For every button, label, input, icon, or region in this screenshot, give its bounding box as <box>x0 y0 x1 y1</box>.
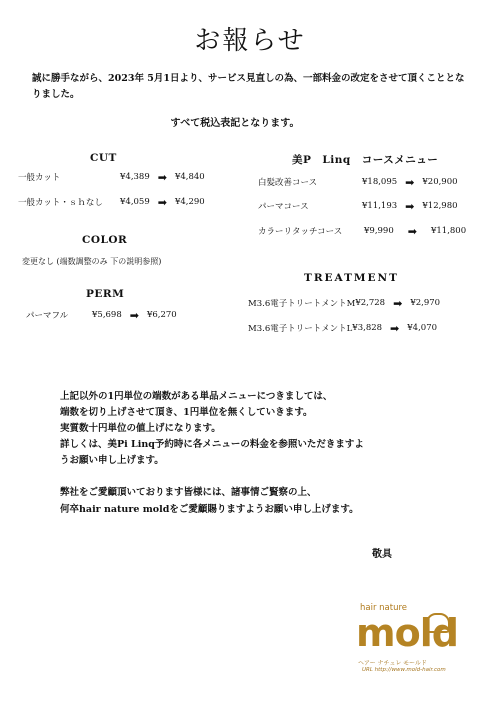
price-row <box>258 199 458 213</box>
logo-tagline: hair nature <box>360 603 408 613</box>
logo-kana: ヘアー ナチュレ モールド <box>358 660 427 667</box>
menu-name: カラーリタッチコース <box>258 227 343 237</box>
right-arrow-icon: ➡ <box>157 195 167 209</box>
old-price: ¥2,728 <box>355 298 386 308</box>
new-price: ¥11,800 <box>430 226 467 236</box>
mold-logo <box>356 603 476 683</box>
right-arrow-icon: ➡ <box>157 170 167 184</box>
text-line: うお願い申し上げます。 <box>60 455 164 466</box>
menu-name: 白髪改善コース <box>258 178 318 188</box>
text-line: 弊社をご愛顧頂いております皆様には、諸事情ご賢察の上、 <box>60 487 317 498</box>
old-price: ¥18,095 <box>362 177 398 187</box>
new-price: ¥6,270 <box>146 310 177 320</box>
intro-paragraph: 誠に勝手ながら、2023年 5月1日より、サービス見直しの為、一部料金の改定をさせて頂くこととなりました。 <box>32 73 465 100</box>
right-arrow-icon: ➡ <box>405 199 415 213</box>
right-arrow-icon: ➡ <box>405 175 415 189</box>
page-title: お報らせ <box>194 26 306 56</box>
price-row <box>258 224 466 238</box>
old-price: ¥9,990 <box>364 226 394 236</box>
text-line: 上記以外の1円単位の端数がある単品メニューにつきましては、 <box>60 391 333 402</box>
menu-name: 一般カット <box>18 173 61 183</box>
cut-heading: CUT <box>90 152 117 164</box>
right-arrow-icon: ➡ <box>407 224 417 238</box>
closing-word: 敬具 <box>372 549 392 560</box>
text-line: 実質数十円単位の値上げになります。 <box>60 423 221 434</box>
text-line: 何卒hair nature moldをご愛顧賜りますようお願い申し上げます。 <box>60 504 359 515</box>
new-price: ¥4,290 <box>174 197 205 207</box>
menu-name: パーマコース <box>258 202 309 212</box>
course-heading: 美P Linq コースメニュー <box>292 154 439 166</box>
price-row <box>258 175 458 189</box>
old-price: ¥5,698 <box>92 310 122 320</box>
explanation-paragraph <box>60 389 460 469</box>
logo-url: URL http://www.mold-hair.com <box>362 667 446 673</box>
color-heading: COLOR <box>82 234 128 246</box>
perm-heading: PERM <box>86 288 125 300</box>
right-arrow-icon: ➡ <box>129 308 139 322</box>
old-price: ¥4,059 <box>120 197 150 207</box>
closing-paragraph <box>60 484 480 518</box>
menu-name: パーマフル <box>26 311 69 321</box>
price-row <box>26 308 177 322</box>
menu-name: M3.6電子トリートメントM <box>248 299 356 309</box>
logo-wordmark: mold <box>356 611 458 655</box>
menu-name: M3.6電子トリートメントL <box>248 324 353 334</box>
new-price: ¥20,900 <box>422 177 458 187</box>
old-price: ¥4,389 <box>120 172 150 182</box>
price-row <box>248 296 440 310</box>
treatment-heading: TREATMENT <box>304 272 399 284</box>
right-arrow-icon: ➡ <box>390 321 400 335</box>
new-price: ¥2,970 <box>410 298 441 308</box>
price-row <box>18 195 205 209</box>
new-price: ¥4,070 <box>407 323 438 333</box>
right-arrow-icon: ➡ <box>393 296 403 310</box>
color-note: 変更なし (端数調整のみ 下の説明参照) <box>22 257 162 266</box>
menu-name: 一般カット・ｓｈなし <box>18 198 103 208</box>
new-price: ¥12,980 <box>422 201 458 211</box>
text-line: 端数を切り上げさせて頂き、1円単位を無くしていきます。 <box>60 407 313 418</box>
text-line: 詳しくは、美Pi Linq予約時に各メニューの料金を参照いただきますよ <box>60 439 364 450</box>
tax-note: すべて税込表記となります。 <box>170 118 300 129</box>
old-price: ¥3,828 <box>352 323 383 333</box>
new-price: ¥4,840 <box>174 172 205 182</box>
old-price: ¥11,193 <box>362 201 398 211</box>
price-row <box>248 321 437 335</box>
price-row <box>18 170 205 184</box>
